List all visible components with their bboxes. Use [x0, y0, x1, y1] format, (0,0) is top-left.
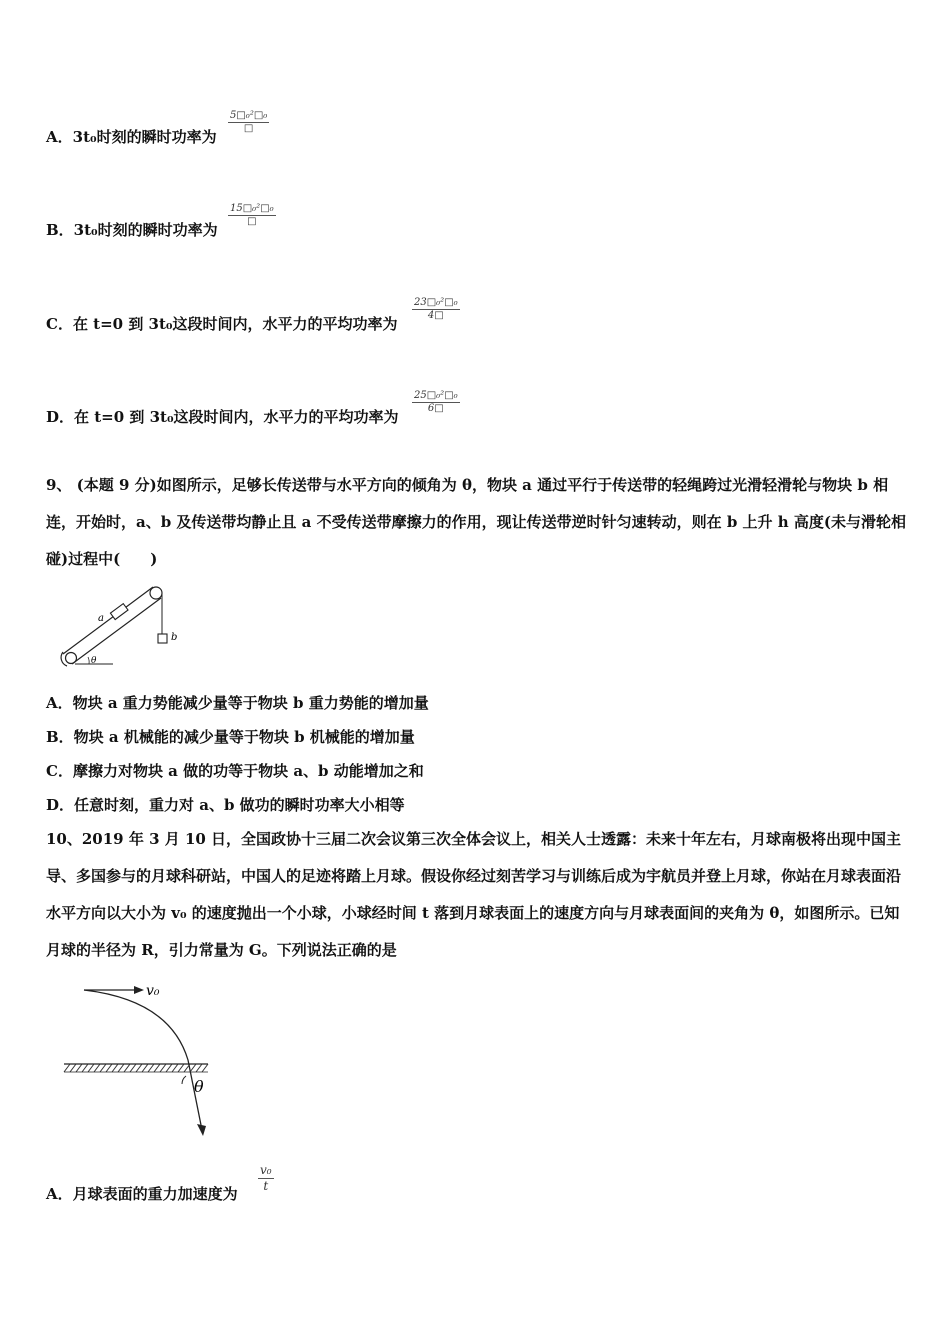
fraction-denominator: t — [258, 1178, 274, 1193]
q8-option-b: B．3t₀时刻的瞬时功率为 — [46, 221, 218, 239]
fraction-numerator: 15□₀²□₀ — [230, 203, 274, 214]
fraction-denominator: □ — [243, 123, 254, 134]
block-b — [158, 634, 167, 643]
fraction-numerator: 23□₀²□₀ — [414, 297, 458, 308]
fraction-numerator: 5□₀²□₀ — [230, 110, 268, 121]
q9-conveyor-figure — [55, 582, 185, 668]
q8-option-c-fraction — [412, 297, 460, 322]
block-b-label: b — [171, 632, 178, 643]
q9-stem: 9、 (本题 9 分)如图所示，足够长传送带与水平方向的倾角为 θ，物块 a 通过平行于传送带的轻绳跨过光滑轻滑轮与物块 b 相连，开始时，a、b 及传送带均静止且 a 不受传送带摩擦力的作用，现让传送带逆时针匀速转动，则在 b 上升 h 高度(未与滑轮相碰)过程中( ) — [46, 476, 906, 568]
q9-option-c: C．摩擦力对物块 a 做的功等于物块 a、b 动能增加之和 — [46, 762, 424, 780]
fraction-numerator: 25□₀²□₀ — [414, 390, 458, 401]
fraction-denominator: 4□ — [427, 310, 444, 321]
q9-option-a: A．物块 a 重力势能减少量等于物块 b 重力势能的增加量 — [46, 694, 429, 712]
fraction-denominator: □ — [247, 216, 257, 227]
block-a — [110, 604, 128, 620]
q8-option-a: A．3t₀时刻的瞬时功率为 — [46, 128, 217, 146]
q10-option-a: A．月球表面的重力加速度为 — [46, 1185, 238, 1203]
q8-option-b-fraction — [228, 203, 276, 228]
theta-label: θ — [194, 1077, 204, 1096]
q9-option-d: D．任意时刻，重力对 a、b 做功的瞬时功率大小相等 — [46, 796, 405, 814]
q8-option-d-fraction — [412, 390, 460, 415]
fraction-denominator: 6□ — [427, 403, 444, 414]
q9-option-b: B．物块 a 机械能的减少量等于物块 b 机械能的增加量 — [46, 728, 415, 746]
v0-label: v₀ — [146, 983, 160, 999]
q10-option-a-fraction — [258, 1162, 274, 1193]
q8-option-c: C．在 t=0 到 3t₀这段时间内，水平力的平均功率为 — [46, 315, 398, 333]
block-a-label: a — [98, 613, 104, 624]
fraction-numerator: v₀ — [260, 1163, 272, 1177]
q10-projectile-figure — [60, 980, 220, 1140]
q10-stem: 10、2019 年 3 月 10 日，全国政协十三届二次会议第三次全体会议上，相关人士透露：未来十年左右，月球南极将出现中国主导、多国参与的月球科研站，中国人的足迹将踏上月球。假设你经过刻苦学习与训练后成为宇航员并登上月球，你站在月球表面沿水平方向以大小为 v₀ 的速度抛出一个小球，小球经时间 t 落到月球表面上的速度方向与月球表面间的夹角为 θ，如图所示。已知月球的半径为 R，引力常量为 G。下列说法正确的是 — [46, 830, 902, 959]
q8-option-d: D．在 t=0 到 3t₀这段时间内，水平力的平均功率为 — [46, 408, 399, 426]
theta-label: θ — [91, 656, 97, 666]
q8-option-a-fraction — [228, 110, 269, 135]
